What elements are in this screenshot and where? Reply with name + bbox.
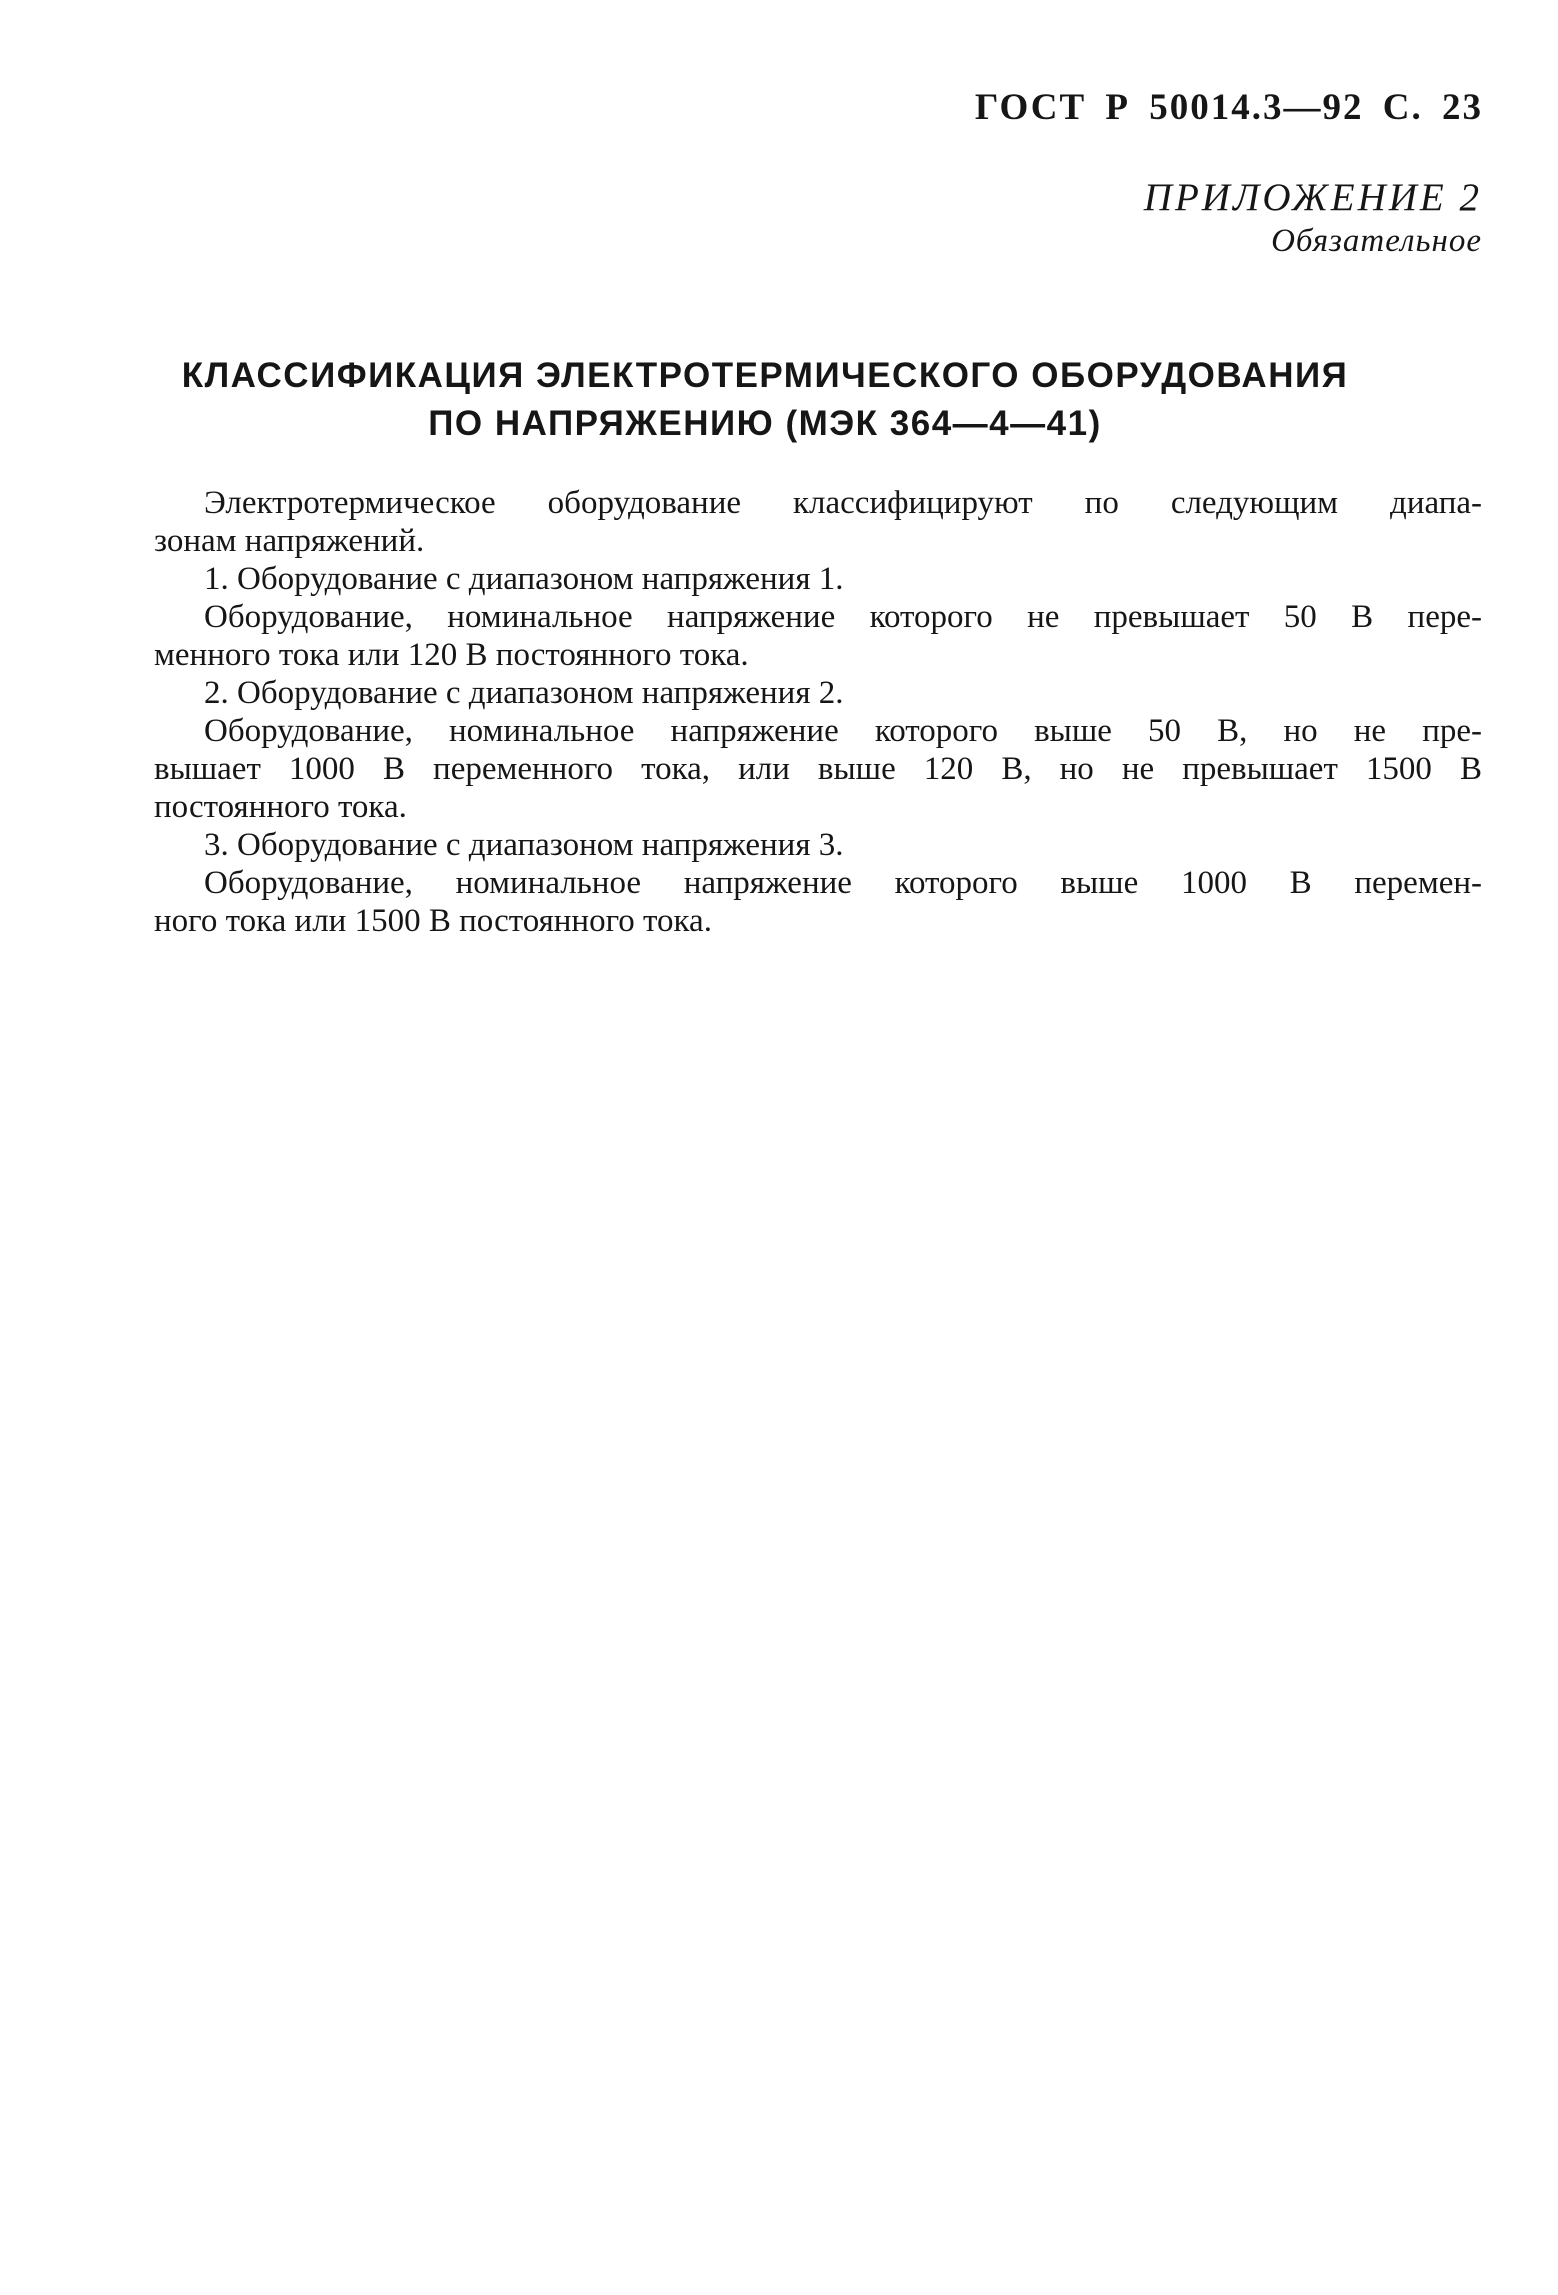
document-heading — [120, 352, 1410, 448]
appendix-block — [1144, 176, 1482, 262]
text-line: 1. Оборудование с диапазоном напряжения 1. — [204, 561, 844, 597]
intro-paragraph — [154, 484, 1482, 560]
text-line: менного тока или 120 В постоянного тока. — [154, 637, 749, 673]
text-line: зонам напряжений. — [154, 523, 425, 559]
range-1-title — [154, 560, 1482, 598]
text-line: ного тока или 1500 В постоянного тока. — [154, 903, 712, 939]
text-line: Электротермическое оборудование классифицируют по следующим диапа- — [204, 485, 1482, 521]
heading-line-2: ПО НАПРЯЖЕНИЮ (МЭК 364—4—41) — [428, 404, 1102, 443]
text-line: 2. Оборудование с диапазоном напряжения 2. — [204, 675, 844, 711]
range-3-text — [154, 864, 1482, 940]
running-header: ГОСТ Р 50014.3—92 С. 23 — [974, 87, 1483, 128]
heading-line-1: КЛАССИФИКАЦИЯ ЭЛЕКТРОТЕРМИЧЕСКОГО ОБОРУДОВАНИЯ — [181, 356, 1349, 395]
appendix-title: ПРИЛОЖЕНИЕ 2 — [1143, 176, 1482, 219]
range-3-title — [154, 826, 1482, 864]
text-line: Оборудование, номинальное напряжение которого не превышает 50 В пере- — [204, 599, 1482, 635]
document-body — [154, 484, 1482, 940]
text-line: Оборудование, номинальное напряжение которого выше 1000 В перемен- — [204, 865, 1482, 901]
text-line: Оборудование, номинальное напряжение которого выше 50 В, но не пре- — [204, 713, 1482, 749]
range-2-title — [154, 674, 1482, 712]
text-line: 3. Оборудование с диапазоном напряжения 3. — [204, 827, 844, 863]
text-line: вышает 1000 В переменного тока, или выше 120 В, но не превышает 1500 В — [154, 751, 1482, 787]
appendix-status: Обязательное — [1271, 223, 1482, 259]
range-2-text — [154, 712, 1482, 826]
text-line: постоянного тока. — [154, 789, 407, 825]
range-1-text — [154, 598, 1482, 674]
